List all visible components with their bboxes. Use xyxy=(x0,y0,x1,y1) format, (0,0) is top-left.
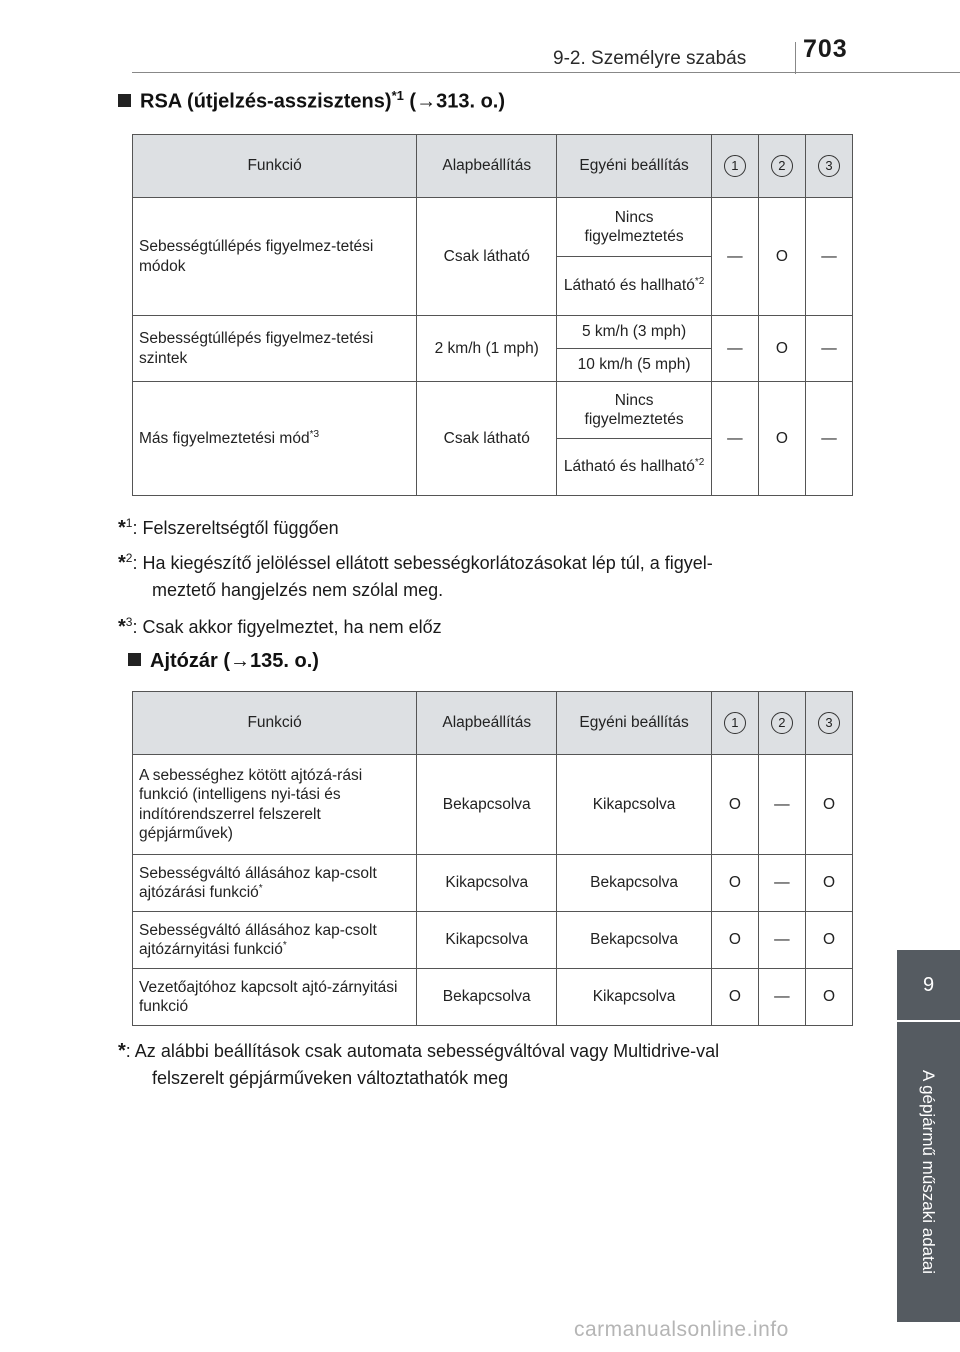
table-row xyxy=(133,198,853,257)
col-header-2: 2 xyxy=(758,135,805,198)
table-row xyxy=(133,755,853,855)
col-header-default: Alapbeállítás xyxy=(417,135,557,198)
col-header-function: Funkció xyxy=(133,692,417,755)
function-cell: Sebességváltó állásához kap-csolt ajtózárási funkció* xyxy=(133,855,417,912)
function-cell: Más figyelmeztetési mód$^{*3}$ xyxy=(133,382,417,496)
option-cell: 5 km/h (3 mph) xyxy=(557,316,712,349)
option-cell: 10 km/h (5 mph) xyxy=(557,349,712,382)
mark-cell: O xyxy=(805,912,852,969)
option-cell: Nincs figyelmeztetés xyxy=(557,382,712,439)
mark-cell: O xyxy=(758,316,805,382)
custom-cell: Bekapcsolva xyxy=(557,912,712,969)
col-header-custom: Egyéni beállítás xyxy=(557,692,712,755)
mark-cell: — xyxy=(805,198,852,316)
mark-cell: — xyxy=(758,855,805,912)
square-bullet-icon xyxy=(118,94,131,107)
square-bullet-icon xyxy=(128,653,141,666)
mark-cell: — xyxy=(758,969,805,1026)
col-header-1: 1 xyxy=(711,692,758,755)
col-header-custom: Egyéni beállítás xyxy=(557,135,712,198)
mark-cell: — xyxy=(758,755,805,855)
option-cell: Látható és hallható$^{*2}$ xyxy=(557,439,712,496)
col-header-3: 3 xyxy=(805,135,852,198)
chapter-title: A gépjármű műszaki adatai xyxy=(919,1069,938,1275)
table-row xyxy=(133,316,853,349)
function-cell: Sebességtúllépés figyelmez-tetési szintek xyxy=(133,316,417,382)
default-cell: 2 km/h (1 mph) xyxy=(417,316,557,382)
custom-cell: Bekapcsolva xyxy=(557,855,712,912)
custom-cell: Kikapcsolva xyxy=(557,969,712,1026)
mark-cell: O xyxy=(711,855,758,912)
footnote-door-lock: *: Az alábbi beállítások csak automata sebességváltóval vagy Multidrive-val felszerelt gépjárműveken változtathatók meg xyxy=(118,1040,720,1088)
footnote-1: *$^1$: Felszereltségtől függően xyxy=(118,516,339,539)
function-cell: A sebességhez kötött ajtózá-rási funkció (intelligens nyi-tási és indítórendszerrel felszerelt gépjárművek) xyxy=(133,755,417,855)
mark-cell: — xyxy=(711,382,758,496)
footnote-3: *$^3$: Csak akkor figyelmeztet, ha nem előz xyxy=(118,615,442,638)
col-header-default: Alapbeállítás xyxy=(417,692,557,755)
mark-cell: — xyxy=(711,316,758,382)
mark-cell: O xyxy=(758,198,805,316)
mark-cell: O xyxy=(711,969,758,1026)
mark-cell: — xyxy=(711,198,758,316)
footnote-2: *$^2$: Ha kiegészítő jelöléssel ellátott sebességkorlátozásokat lép túl, a figyel- meztető hangjelzés nem szólal meg. xyxy=(118,551,713,600)
col-header-3: 3 xyxy=(805,692,852,755)
default-cell: Kikapcsolva xyxy=(417,912,557,969)
mark-cell: — xyxy=(758,912,805,969)
function-cell: Vezetőajtóhoz kapcsolt ajtó-zárnyitási funkció xyxy=(133,969,417,1026)
mark-cell: — xyxy=(805,382,852,496)
watermark: carmanualsonline.info xyxy=(574,1318,789,1341)
section-door-lock-heading: Ajtózár (→135. o.) xyxy=(128,650,319,673)
mark-cell: — xyxy=(805,316,852,382)
mark-cell: O xyxy=(711,912,758,969)
default-cell: Bekapcsolva xyxy=(417,755,557,855)
default-cell: Csak látható xyxy=(417,382,557,496)
mark-cell: O xyxy=(805,855,852,912)
page-header xyxy=(0,22,960,69)
function-cell: Sebességtúllépés figyelmez-tetési módok xyxy=(133,198,417,316)
table-row xyxy=(133,855,853,912)
header-divider xyxy=(795,42,796,74)
option-cell: Látható és hallható$^{*2}$ xyxy=(557,257,712,316)
mark-cell: O xyxy=(805,755,852,855)
mark-cell: O xyxy=(711,755,758,855)
header-rule xyxy=(132,72,960,73)
col-header-1: 1 xyxy=(711,135,758,198)
default-cell: Bekapcsolva xyxy=(417,969,557,1026)
col-header-2: 2 xyxy=(758,692,805,755)
default-cell: Csak látható xyxy=(417,198,557,316)
function-cell: Sebességváltó állásához kap-csolt ajtózárnyitási funkció* xyxy=(133,912,417,969)
mark-cell: O xyxy=(758,382,805,496)
section-rsa-heading: RSA (útjelzés-asszisztens)$^{*1}$ (→313. o.) xyxy=(118,88,505,114)
rsa-table xyxy=(132,134,853,496)
default-cell: Kikapcsolva xyxy=(417,855,557,912)
table-row xyxy=(133,969,853,1026)
col-header-function: Funkció xyxy=(133,135,417,198)
door-lock-table xyxy=(132,691,853,1026)
chapter-tab: 9 xyxy=(897,950,960,1020)
option-cell: Nincs figyelmeztetés xyxy=(557,198,712,257)
table-row xyxy=(133,382,853,439)
page-number: 703 xyxy=(803,35,848,63)
custom-cell: Kikapcsolva xyxy=(557,755,712,855)
mark-cell: O xyxy=(805,969,852,1026)
table-row xyxy=(133,912,853,969)
section-label: 9-2. Személyre szabás xyxy=(553,48,747,69)
